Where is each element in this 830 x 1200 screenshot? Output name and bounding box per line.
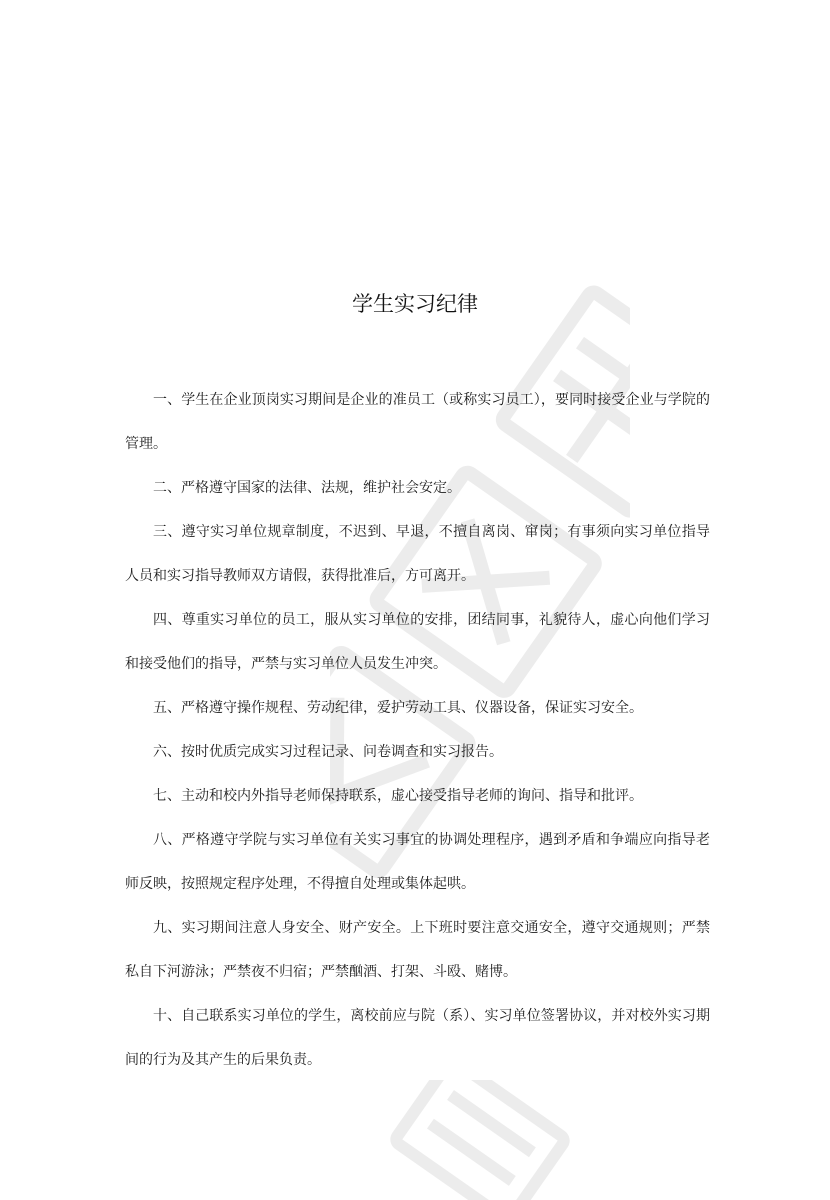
rule-paragraph-3: 三、遵守实习单位规章制度，不迟到、早退，不擅自离岗、窜岗；有事须向实习单位指导人员和实习指导教师双方请假，获得批准后，方可离开。 — [125, 524, 710, 584]
watermark-logo-bottom — [350, 1080, 610, 1200]
rule-paragraph-10: 十、自己联系实习单位的学生，离校前应与院（系）、实习单位签署协议，并对校外实习期间的行为及其产生的后果负责。 — [125, 1008, 710, 1068]
rule-paragraph-8: 八、严格遵守学院与实习单位有关实习事宜的协调处理程序，遇到矛盾和争端应向指导老师反映，按照规定程序处理，不得擅自处理或集体起哄。 — [125, 832, 710, 892]
rule-paragraph-4: 四、尊重实习单位的员工，服从实习单位的安排，团结同事，礼貌待人，虚心向他们学习和接受他们的指导，严禁与实习单位人员发生冲突。 — [125, 612, 710, 672]
rule-paragraph-5: 五、严格遵守操作规程、劳动纪律，爱护劳动工具、仪器设备，保证实习安全。 — [153, 700, 643, 716]
document-body — [125, 378, 710, 1082]
rule-paragraph-6: 六、按时优质完成实习过程记录、问卷调查和实习报告。 — [153, 744, 503, 760]
rule-paragraph-7: 七、主动和校内外指导老师保持联系，虚心接受指导老师的询问、指导和批评。 — [153, 788, 643, 804]
rule-paragraph-2: 二、严格遵守国家的法律、法规，维护社会安定。 — [153, 480, 461, 496]
rule-paragraph-1: 一、学生在企业顶岗实习期间是企业的准员工（或称实习员工），要同时接受企业与学院的管理。 — [125, 392, 710, 452]
rule-paragraph-9: 九、实习期间注意人身安全、财产安全。上下班时要注意交通安全，遵守交通规则；严禁私自下河游泳；严禁夜不归宿；严禁酗酒、打架、斗殴、赌博。 — [125, 920, 710, 980]
document-title: 学生实习纪律 — [352, 292, 478, 316]
